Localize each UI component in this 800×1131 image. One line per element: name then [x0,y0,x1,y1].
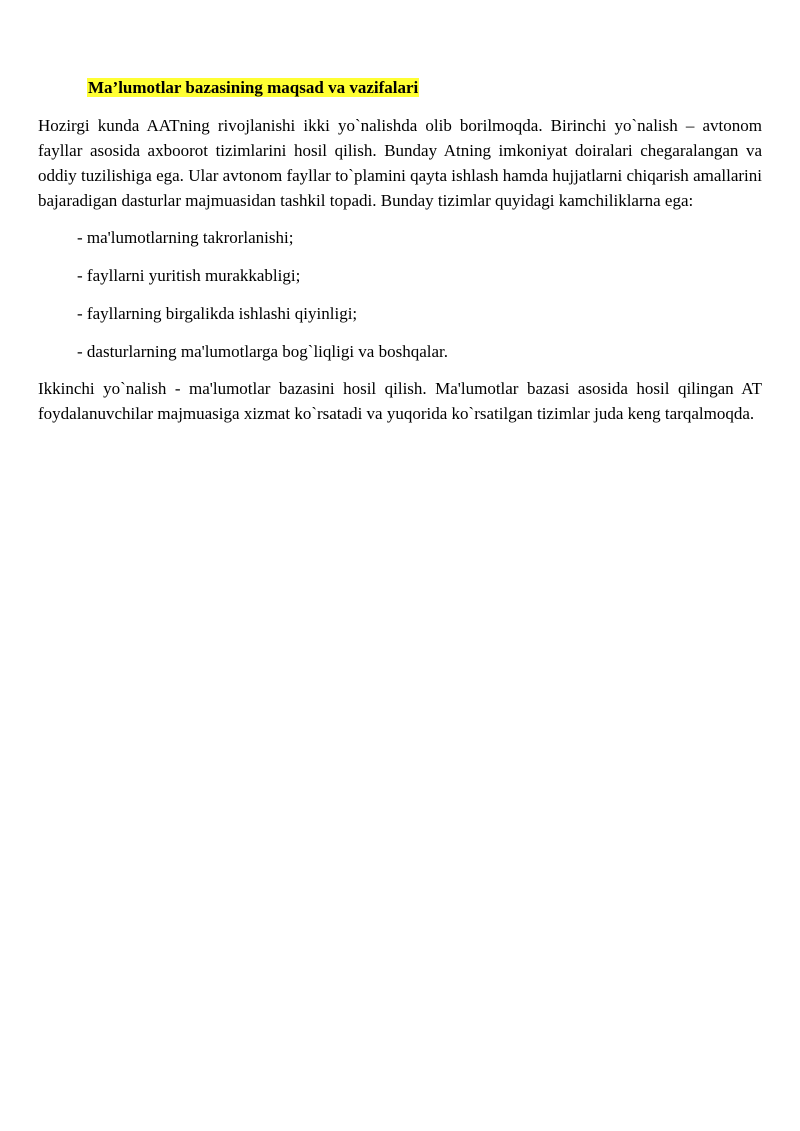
list-item: - fayllarni yuritish murakkabligi; [77,266,301,285]
document-page [38,74,762,426]
title-highlight: Ma’lumotlar bazasining maqsad va vazifalari [88,78,419,97]
second-paragraph: Ikkinchi yo`nalish - ma'lumotlar bazasini hosil qilish. Ma'lumotlar bazasi asosida hosil qilingan AT foydalanuvchilar majmuasiga xizmat ko`rsatadi va yuqorida ko`rsatilgan tizimlar juda keng tarqalmoqda. [38,379,762,423]
list-item: - fayllarning birgalikda ishlashi qiyinligi; [77,304,358,323]
list-item: - ma'lumotlarning takrorlanishi; [77,228,294,247]
document-title [87,74,762,101]
intro-paragraph: Hozirgi kunda AATning rivojlanishi ikki yo`nalishda olib borilmoqda. Birinchi yo`nalish – avtonom fayllar asosida axboorot tizimlarini hosil qilish. Bunday Atning imkoniyat doiralari chegaralangan va oddiy tuzilishiga ega. Ular avtonom fayllar to`plamini qayta ishlash hamda hujjatlarni chiqarish amallarini bajaradigan dasturlar majmuasidan tashkil topadi. Bunday tizimlar quyidagi kamchiliklarna ega: [38,116,762,210]
drawbacks-list [38,225,762,364]
list-item: - dasturlarning ma'lumotlarga bog`liqligi va boshqalar. [77,342,449,361]
